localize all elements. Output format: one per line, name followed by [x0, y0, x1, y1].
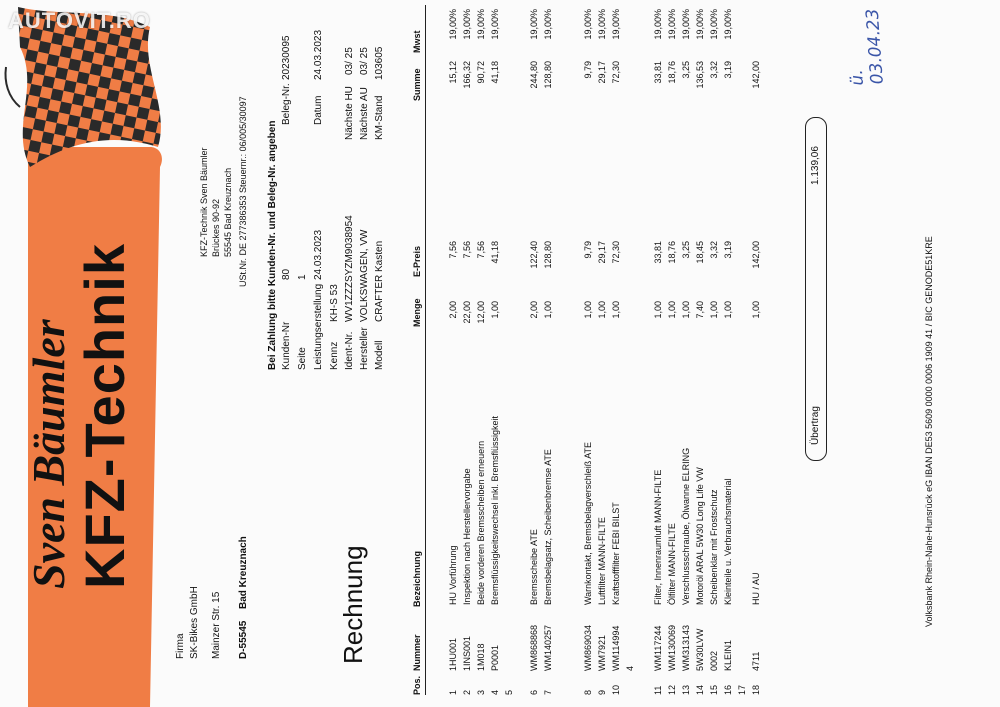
cell-nummer: 1INS001 [462, 635, 472, 671]
cell-mwst: 19,00% [462, 9, 472, 40]
meta-value-leistung: 24.03.2023 [313, 229, 324, 280]
uebertrag-label: Übertrag [810, 406, 821, 445]
document-title: Rechnung [338, 545, 368, 664]
cell-bez: Verschlussschraube, Ölwanne ELRING [681, 447, 691, 605]
cell-epreis: 142,00 [751, 241, 761, 269]
cell-pos: 12 [667, 684, 677, 695]
cell-bez: Motoröl ARAL 5W30 Long Life VW [695, 467, 705, 605]
cell-bez: Bremsscheibe ATE [529, 529, 539, 605]
cell-bez: Filter, Innenraumluft MANN-FILTE [653, 469, 663, 605]
cell-menge: 1,00 [653, 301, 663, 319]
cell-summe: 142,00 [751, 61, 761, 89]
cell-summe: 166,32 [462, 61, 472, 89]
cell-mwst: 19,00% [611, 9, 621, 40]
cell-pos: 10 [611, 684, 621, 695]
cell-bez: Kraftstofffilter FEBI BILST [611, 502, 621, 605]
meta-label-ident: Ident-Nr. [344, 331, 355, 370]
cell-epreis: 3,25 [681, 241, 691, 259]
cell-mwst: 19,00% [490, 9, 500, 40]
col-header-pos: Pos. [412, 675, 422, 695]
cell-epreis: 18,76 [667, 241, 677, 264]
cell-nummer: P0001 [490, 644, 500, 671]
cell-pos: 16 [723, 684, 733, 695]
cell-menge: 1,00 [583, 301, 593, 319]
cell-menge: 2,00 [448, 301, 458, 319]
meta-value-datum: 24.03.2023 [313, 29, 324, 80]
cell-menge: 1,00 [709, 301, 719, 319]
cell-menge: 1,00 [751, 301, 761, 319]
cell-pos: 8 [583, 689, 593, 695]
cell-nummer: WM313143 [681, 624, 691, 671]
cell-pos: 1 [448, 689, 458, 695]
cell-mwst: 19,00% [681, 9, 691, 40]
bank-details: Volksbank Rhein-Nahe-Hunsrück eG IBAN DE53 5609 0000 0006 1909 41 / BIC GENODE51KRE [924, 236, 934, 627]
cell-summe: 33,81 [653, 61, 663, 84]
watermark: AUTOVIT.RO [8, 8, 151, 33]
recipient-company: SK-Bikes GmbH [189, 586, 200, 659]
cell-summe: 244,80 [529, 61, 539, 89]
cell-epreis: 41,18 [490, 241, 500, 264]
col-header-bezeichnung: Bezeichnung [412, 550, 422, 607]
cell-summe: 41,18 [490, 61, 500, 84]
recipient-label: Firma [175, 633, 186, 659]
cell-pos: 6 [529, 689, 539, 695]
cell-bez: Bremsflüssigkeitswechsel inkl. Bremsflüssigkeit [490, 415, 500, 605]
header-rule [425, 5, 426, 695]
cell-menge: 1,00 [667, 301, 677, 319]
meta-label-hu: Nächste HU [344, 86, 355, 140]
cell-menge: 2,00 [529, 301, 539, 319]
cell-menge: 1,00 [490, 301, 500, 319]
cell-epreis: 7,56 [448, 241, 458, 259]
cell-nummer: WM868868 [529, 624, 539, 671]
uebertrag-value: 1.139,06 [810, 146, 821, 185]
sender-city: 55545 Bad Kreuznach [223, 167, 233, 257]
cell-mwst: 19,00% [597, 9, 607, 40]
meta-value-beleg: 20230095 [281, 35, 292, 80]
cell-bez: Warnkontakt, Bremsbelagverschleiß ATE [583, 441, 593, 605]
cell-nummer: WM140257 [543, 624, 553, 671]
col-header-summe: Summe [412, 68, 422, 101]
cell-nummer: 1HU001 [448, 637, 458, 671]
col-header-epreis: E-Preis [412, 245, 422, 277]
cell-pos: 15 [709, 684, 719, 695]
cell-nummer: WM7921 [597, 634, 607, 671]
meta-value-ident: WV1ZZZSYZM9038954 [344, 215, 355, 322]
cell-bez: Scheibenklar mit Frostschutz [709, 489, 719, 605]
meta-label-hersteller: Hersteller [359, 327, 370, 370]
cell-pos: 17 [737, 684, 747, 695]
meta-value-kunden-nr: 80 [281, 268, 292, 280]
meta-value-modell: CRAFTER Kasten [374, 240, 385, 322]
cell-epreis: 7,56 [476, 241, 486, 259]
cell-mwst: 19,00% [667, 9, 677, 40]
cell-epreis: 18,45 [695, 241, 705, 264]
cell-bez: HU Vorführung [448, 545, 458, 605]
cell-epreis: 29,17 [597, 241, 607, 264]
cell-summe: 90,72 [476, 61, 486, 84]
cell-mwst: 19,00% [543, 9, 553, 40]
cell-pos: 5 [504, 689, 514, 695]
cell-bez: Ölfilter MANN-FILTE [667, 523, 677, 605]
meta-value-au: 03/ 25 [359, 47, 370, 75]
meta-label-km: KM-Stand [374, 95, 385, 140]
cell-pos: 7 [543, 689, 553, 695]
cell-mwst: 19,00% [723, 9, 733, 40]
cell-epreis: 7,56 [462, 241, 472, 259]
recipient-street: Mainzer Str. 15 [211, 591, 222, 659]
cell-nummer: WM869034 [583, 624, 593, 671]
cell-epreis: 3,32 [709, 241, 719, 259]
cell-summe: 3,19 [723, 61, 733, 79]
logo-title: KFZ-Technik [73, 243, 136, 589]
cell-mwst: 19,00% [448, 9, 458, 40]
cell-bez: HU / AU [751, 572, 761, 605]
cell-mwst: 19,00% [653, 9, 663, 40]
sender-name: KFZ-Technik Sven Bäumler [199, 147, 209, 257]
cell-pos: 13 [681, 684, 691, 695]
sender-street: Brückes 90-92 [211, 198, 221, 257]
cell-summe: 29,17 [597, 61, 607, 84]
cell-nummer: 1M018 [476, 643, 486, 671]
meta-label-modell: Modell [374, 340, 385, 370]
cell-summe: 18,76 [667, 61, 677, 84]
cell-bez: Bremsbelagsatz, Scheibenbremse ATE [543, 449, 553, 605]
payment-note: Bei Zahlung bitte Kunden-Nr. und Beleg-Nr. angeben [267, 120, 278, 370]
cell-nummer: WM130069 [667, 624, 677, 671]
sender-tax: USt.Nr. DE 277386353 Steuernr.: 06/005/30097 [238, 96, 248, 287]
cell-nummer: WM114994 [611, 625, 621, 671]
cell-summe: 9,79 [583, 61, 593, 79]
cell-menge: 1,00 [543, 301, 553, 319]
cell-pos: 4 [490, 689, 500, 695]
meta-value-hu: 03/ 25 [344, 47, 355, 75]
cell-pos: 18 [751, 684, 761, 695]
cell-menge: 7,40 [695, 301, 705, 319]
cell-pos: 9 [597, 689, 607, 695]
cell-bez: Kleinteile u. Verbrauchsmaterial [723, 478, 733, 605]
meta-value-kennz: KH-S 53 [329, 284, 340, 322]
handwritten-note: ü. 03.04.23 [846, 7, 888, 87]
cell-pos: 2 [462, 689, 472, 695]
cell-summe: 3,32 [709, 61, 719, 79]
meta-label-au: Nächste AU [359, 87, 370, 140]
cell-menge: 1,00 [597, 301, 607, 319]
cell-bez: Luftfilter MANN-FILTE [597, 517, 607, 605]
meta-label-seite: Seite [297, 347, 308, 370]
meta-value-km: 103605 [374, 46, 385, 80]
cell-bez: Beide vorderen Bremsscheiben erneuern [476, 440, 486, 605]
cell-menge: 22,00 [462, 301, 472, 324]
cell-pos: 14 [695, 684, 705, 695]
cell-summe: 136,53 [695, 61, 705, 89]
cell-menge: 1,00 [611, 301, 621, 319]
cell-nummer: 0002 [709, 650, 719, 671]
meta-value-hersteller: VOLKSWAGEN, VW [359, 229, 370, 322]
col-header-menge: Menge [412, 298, 422, 327]
cell-epreis: 33,81 [653, 241, 663, 264]
cell-nummer: KLEIN1 [723, 639, 733, 671]
cell-epreis: 122,40 [529, 241, 539, 269]
cell-mwst: 19,00% [583, 9, 593, 40]
cell-nummer: 5W30LVW [695, 628, 705, 671]
meta-label-kunden-nr: Kunden-Nr [281, 321, 292, 370]
meta-label-kennz: Kennz [329, 341, 340, 370]
recipient-postcode: D-55545 [238, 620, 249, 659]
col-header-mwst: Mwst [412, 30, 422, 53]
cell-epreis: 128,80 [543, 241, 553, 269]
meta-label-leistung: Leistungserstellung [313, 283, 324, 370]
cell-pos: 3 [476, 689, 486, 695]
cell-nummer: WM117244 [653, 625, 663, 671]
cell-mwst: 19,00% [695, 9, 705, 40]
cell-menge: 12,00 [476, 301, 486, 324]
cell-nummer: 4711 [751, 651, 761, 671]
cell-epreis: 72,30 [611, 241, 621, 264]
cell-summe: 72,30 [611, 61, 621, 84]
cell-summe: 3,25 [681, 61, 691, 79]
cell-bez: Inspektion nach Herstellervorgabe [462, 468, 472, 605]
cell-nummer: 4 [625, 665, 635, 671]
cell-epreis: 9,79 [583, 241, 593, 259]
meta-label-datum: Datum [313, 95, 324, 125]
cell-summe: 128,80 [543, 61, 553, 89]
col-header-nummer: Nummer [412, 634, 422, 671]
cell-mwst: 19,00% [476, 9, 486, 40]
recipient-city: Bad Kreuznach [238, 536, 249, 609]
meta-label-beleg: Beleg-Nr. [281, 83, 292, 125]
cell-summe: 15,12 [448, 61, 458, 84]
cell-mwst: 19,00% [709, 9, 719, 40]
cell-pos: 11 [653, 685, 663, 695]
cell-mwst: 19,00% [529, 9, 539, 40]
cell-menge: 1,00 [723, 301, 733, 319]
logo-script: Sven Bäumler [23, 319, 74, 589]
cell-menge: 1,00 [681, 301, 691, 319]
cell-epreis: 3,19 [723, 241, 733, 259]
meta-value-seite: 1 [297, 274, 308, 280]
